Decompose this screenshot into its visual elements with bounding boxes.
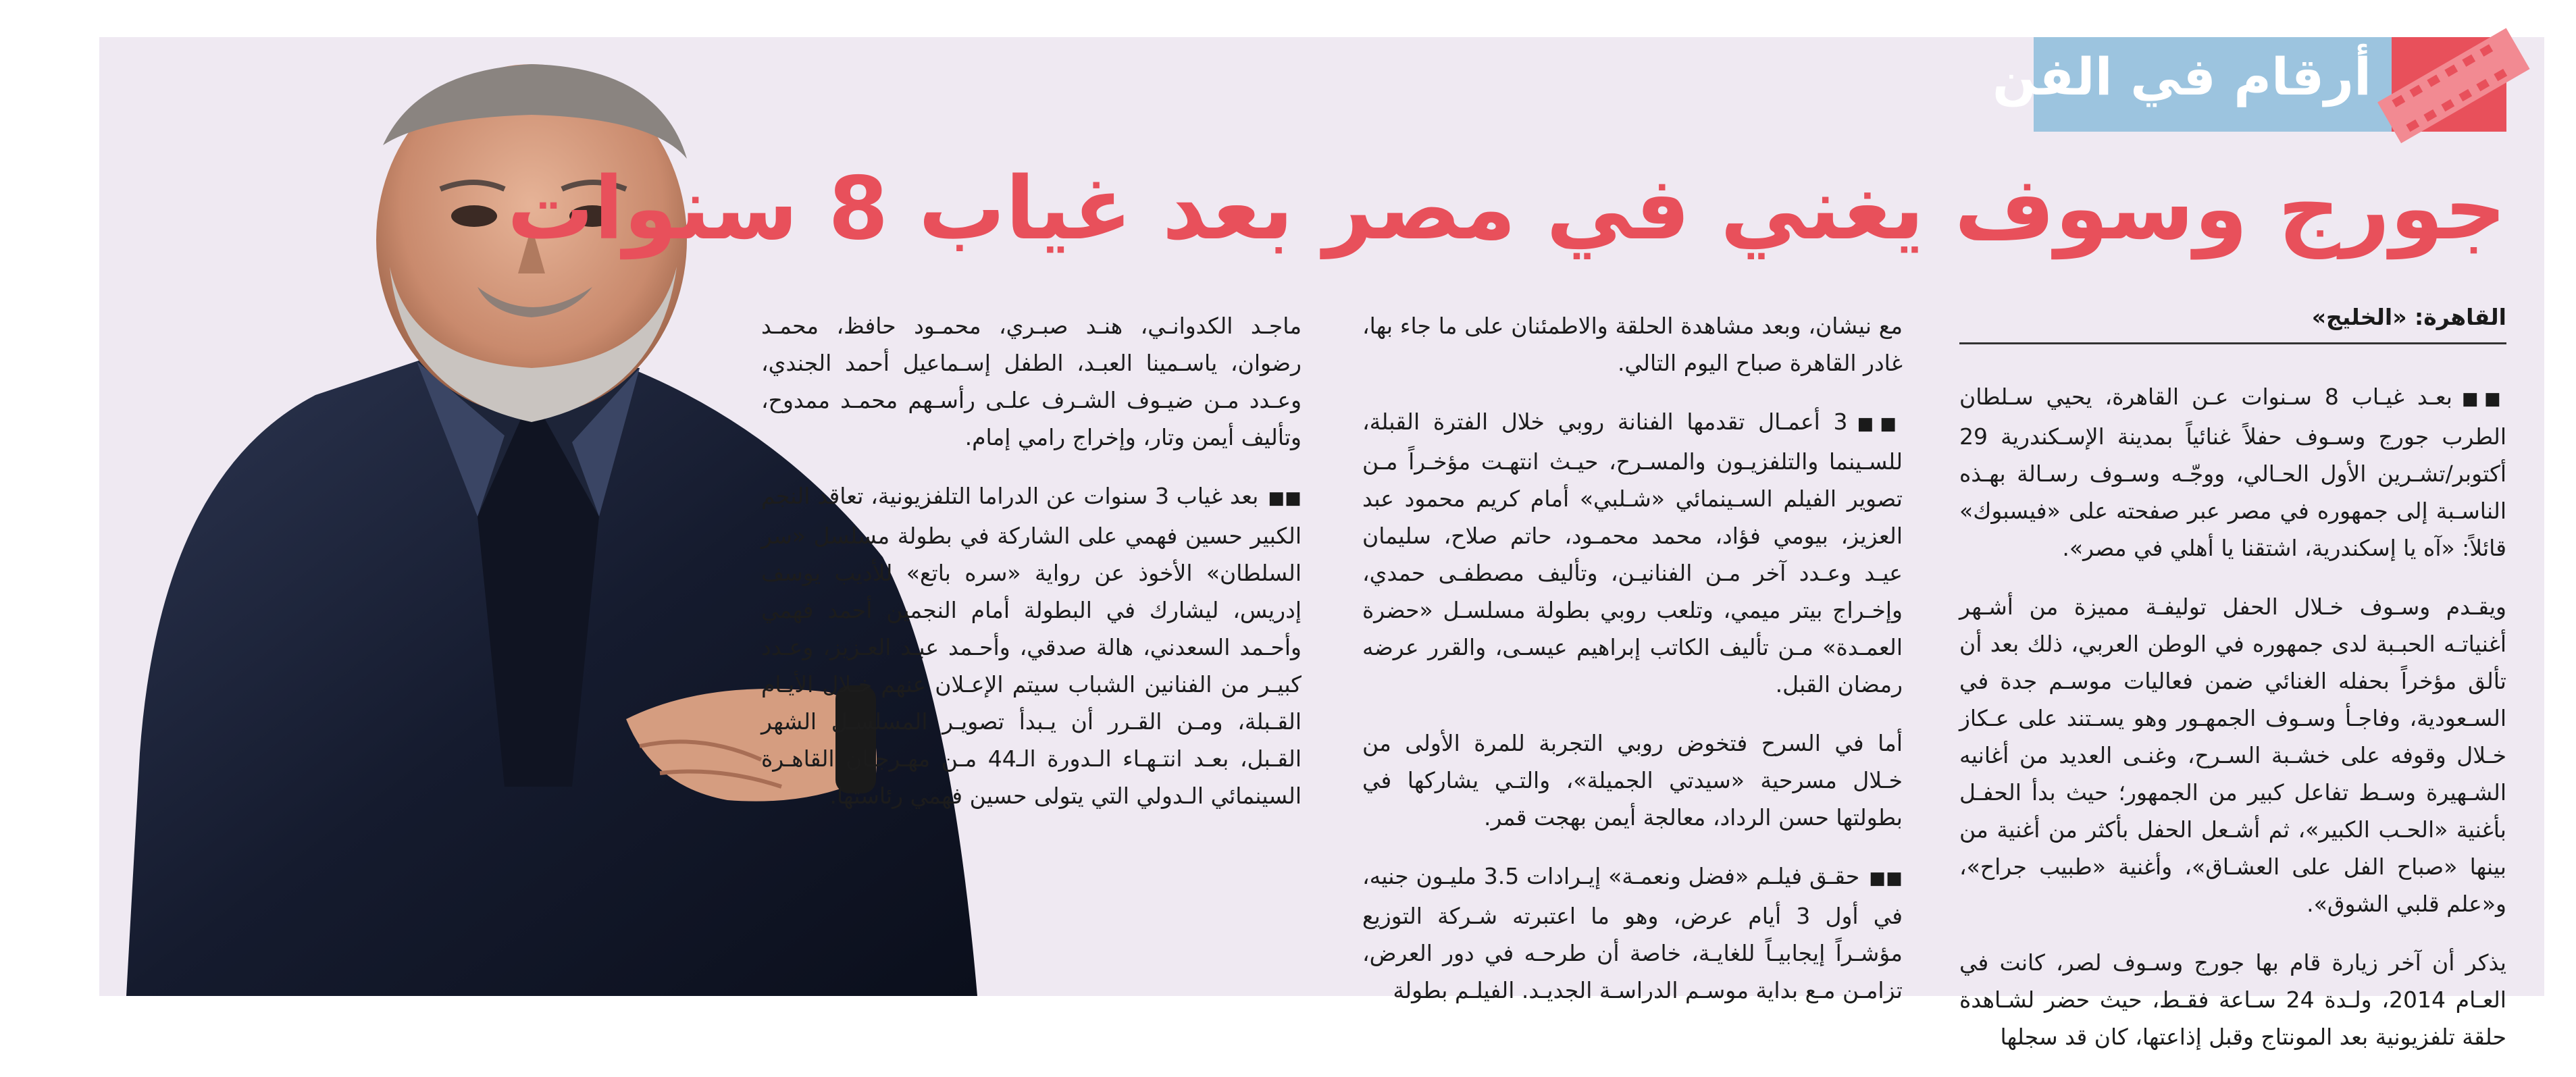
bullet-squares-icon: ■■ [2461, 389, 2506, 409]
bullet-squares-icon: ■■ [1857, 414, 1903, 434]
bullet-squares-icon: ■■ [1869, 868, 1903, 889]
article-headline: جورج وسوف يغني في مصر بعد غياب 8 سنوات [507, 159, 2506, 259]
article-column-2 [1362, 307, 1903, 1030]
bullet-squares-icon: ■■ [1268, 488, 1302, 508]
paragraph: ماجـد الكدوانـي، هنـد صبـري، محمـود حافظ، محمـد رضوان، ياسـمينا العبـد، الطفل إسـماعيل أحمد الجندي، وعـدد مـن ضيـوف الشـرف علـى رأسـهم محمـد ممدوح، وتأليف أيمن وتار، وإخراج رامي إمام. [761, 313, 1302, 450]
paragraph: مع نيشان، وبعد مشاهدة الحلقة والاطمئنان على ما جاء بها، غادر القاهرة صباح اليوم التالي. [1362, 313, 1903, 376]
newspaper-page [99, 37, 2544, 1050]
article-column-1 [1959, 378, 2506, 1077]
paragraph: ■■حقـق فيلـم «فضل ونعمـة» إيـرادات 3.5 مليـون جنيه، في أول 3 أيام عرض، وهو ما اعتبرته شـركة التوزيع مؤشـراً إيجابيـاً للغايـة، خاصة أن طرحـه في دور العرض، تزامـن مـع بداية موسـم الدراسـة الجديـد. الفيلـم بطولة [1362, 863, 1903, 1003]
film-strip-icon [2392, 37, 2506, 132]
section-badge [1992, 37, 2506, 132]
paragraph: أما في السرح فتخوض روبي التجربة للمرة الأولى من خـلال مسرحية «سيدتي الجميلة»، والتـي يشاركها في بطولتها حسن الرداد، معالجة أيمن بهجت قمر. [1362, 730, 1903, 831]
paragraph: ■■3 أعمـال تقدمها الفنانة روبي خلال الفترة القبلة، للسـينما والتلفزيـون والمسـرح، حيـث انتهـت مؤخـراً مـن تصوير الفيلم السـينمائي «شـلبي» أمام كريم محمود عبد العزيز، بيومي فؤاد، محمد محمـود، حاتم صلاح، سليمان عيـد وعـدد آخر مـن الفنانيـن، وتأليف مصطفـى حمدي، وإخـراج بيتر ميمي، وتلعب روبي بطولة مسلسـل «حضرة العمـدة» مـن تأليف الكاتب إبراهيم عيسـى، والقرر عرضه رمضان القبل. [1362, 409, 1903, 698]
paragraph: ويقـدم وسـوف خـلال الحفل توليفـة مميزة من أشـهر أغنياتـه الحبـبة لدى جمهوره في الوطن العربي، ذلك بعد أن تألق مؤخراً بحفله الغنائي ضمن فعاليات موسـم جدة في السـعودية، وفاجـأ وسـوف الجمهـور وهو يسـتند على عـكاز خـلال وقوفه على خشـبة السـرح، وغنـى العديد من أغانيه الشـهيرة وسـط تفاعل كبير من الجمهور؛ حيث بدأ الحفـل بأغنية «الحـب الكبير»، ثم أشـعل الحفل بأكثر من أغنية من بينها «صباح الفل على العشـاق»، وأغنية «طبيب جراح»، و«علم قلبي الشوق». [1959, 594, 2506, 917]
section-label: أرقام في الفن [1992, 47, 2371, 107]
article-column-3 [761, 307, 1302, 836]
paragraph: ■■بعد غياب 3 سنوات عن الدراما التلفزيونية، تعاقد النجم الكبير حسين فهمي على الشاركة في بطولة مسلسل «سر السلطان» الأخوذ عن رواية «سره باتع» للأديب يوسف إدريس، ليشارك في البطولة أمام النجمين أحمد فهمي وأحـمد السعدني، هالة صدقي، وأحـمد عبـد العـزيز، وعـدد كبيـر من الفنانين الشباب سيتم الإعـلان عنهم خـلال الأيـام القـبلة، ومـن القـرر أن يـبدأ تصويـر المسلسـل الشهر القـبل، بعـد انتـهـاء الـدورة الـ44 مـن مهـرجـان القاهـرة السينمائي الـدولي التي يتولى حسين فهمي رئاستها. [761, 483, 1302, 809]
paragraph: يذكر أن آخر زيارة قام بها جورج وسـوف لصر، كانت في العـام 2014، ولـدة 24 سـاعة فقـط، حيث حضر لشـاهدة حلقة تلفزيونية بعد المونتاج وقبل إذاعتها، كان قد سجلها [1959, 949, 2506, 1050]
article-byline: القاهرة: «الخليج» [1959, 300, 2506, 344]
paragraph: ■■بعـد غيـاب 8 سـنوات عـن القاهرة، يحيي سـلطان الطرب جورج وسـوف حفلاً غنائياً بمدينة الإسـكندرية 29 أكتوبر/تشـرين الأول الحـالي، ووجّـه وسـوف رسـالة بهـذه الناسـبة إلى جمهوره في مصر عبر صفحته على «فيسبوك» قائلاً: «آه يا إسكندرية، اشتقنا يا أهلي في مصر». [1959, 384, 2506, 561]
